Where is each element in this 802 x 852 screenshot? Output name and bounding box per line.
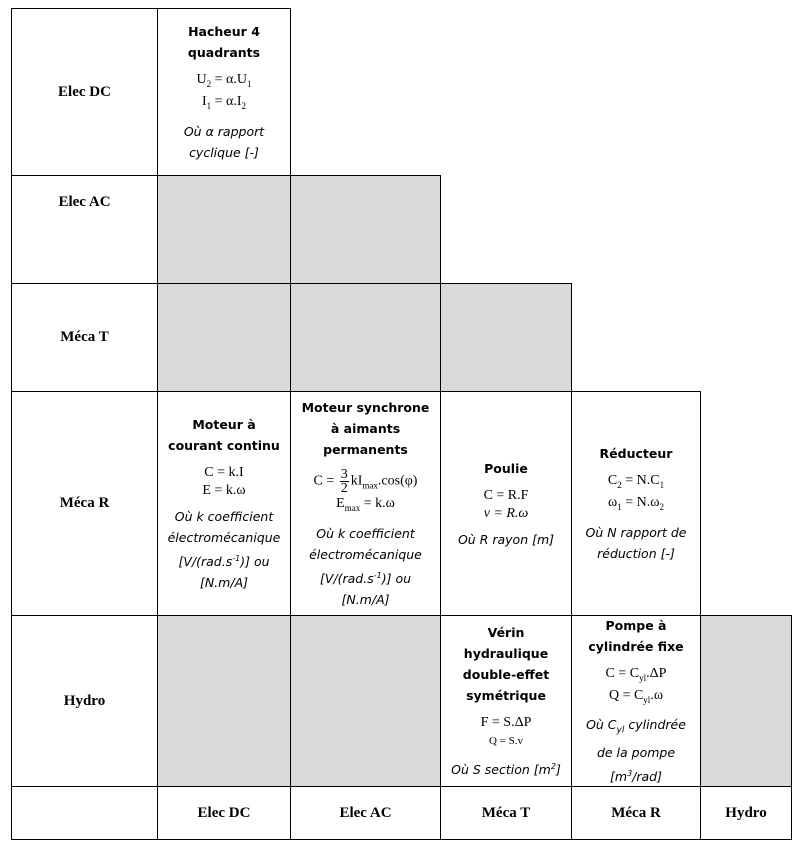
reducteur-eq2: $\omega_1 = N.\omega_2$ bbox=[608, 495, 664, 512]
cell-shaded bbox=[440, 283, 571, 391]
pompe-equations bbox=[606, 665, 667, 709]
poulie-equations bbox=[484, 487, 529, 523]
hacheur-equations bbox=[197, 71, 252, 115]
table-edge bbox=[11, 839, 792, 840]
cell-moteur-courant-continu bbox=[157, 391, 290, 615]
table-edge bbox=[791, 615, 792, 840]
pompe-title: Pompe à cylindrée fixe bbox=[588, 617, 684, 654]
moteur-sync-equations bbox=[314, 468, 418, 517]
col-header-label: Méca T bbox=[481, 804, 531, 821]
reducteur-note: Où N rapport de réduction [-] bbox=[585, 524, 687, 561]
verin-eq1: F = S.ΔP bbox=[480, 714, 532, 730]
reducteur-equations bbox=[608, 472, 664, 516]
cell-hacheur bbox=[157, 8, 290, 175]
row-header-label: Hydro bbox=[63, 692, 106, 709]
poulie-eq2: v = R.ω bbox=[483, 505, 529, 521]
col-header-label: Méca R bbox=[611, 804, 661, 821]
cell-shaded bbox=[700, 615, 791, 786]
pompe-eq2: $Q = C_{yl}.\omega$ bbox=[608, 687, 664, 705]
moteur-cc-note: Où k coefficient électromécanique $[V/(rad.s^{-1})]$ ou [N.m/A] bbox=[167, 508, 281, 591]
fraction-three-halves: $\frac{3}{2}$ bbox=[340, 467, 348, 497]
verin-note: Où S section $[m^2]$ bbox=[451, 761, 561, 778]
reducteur-title: Réducteur bbox=[599, 446, 673, 462]
cell-shaded bbox=[157, 175, 290, 283]
poulie-note: Où R rayon [m] bbox=[457, 531, 555, 547]
cell-shaded bbox=[290, 283, 440, 391]
moteur-cc-title: Moteur à courant continu bbox=[168, 416, 280, 453]
table-edge bbox=[440, 175, 441, 284]
moteur-cc-equations bbox=[202, 464, 245, 500]
row-header-label: Elec DC bbox=[58, 83, 111, 100]
cell-shaded bbox=[290, 615, 440, 786]
moteur-sync-eq1: C = $\frac{3}{2}$ $kI_{max}.\cos(\varphi)$ bbox=[313, 467, 418, 497]
row-header-elec-dc bbox=[11, 8, 157, 175]
col-header-meca-r bbox=[571, 786, 700, 839]
col-header-meca-t bbox=[440, 786, 571, 839]
row-header-meca-r bbox=[11, 391, 157, 615]
moteur-sync-eq2: $E_{max} = k.\omega$ bbox=[336, 496, 395, 513]
col-header-hydro bbox=[700, 786, 791, 839]
col-header-elec-dc bbox=[157, 786, 290, 839]
cell-pompe bbox=[571, 615, 700, 786]
hacheur-eq1: $U_2 = \alpha.U_1$ bbox=[196, 72, 252, 89]
pompe-note: Où $C_{yl}$ cylindrée de la pompe $[m^3/rad]$ bbox=[586, 717, 686, 785]
moteur-sync-note: Où k coefficient électromécanique $[V/(rad.s^{-1})]$ ou [N.m/A] bbox=[309, 525, 422, 607]
hacheur-note: Où α rapport cyclique [-] bbox=[183, 123, 265, 160]
col-header-label: Hydro bbox=[725, 804, 767, 821]
hacheur-eq2: $I_1 = \alpha.I_2$ bbox=[201, 94, 247, 111]
poulie-eq1: C = R.F bbox=[483, 487, 529, 503]
row-header-meca-t bbox=[11, 283, 157, 391]
cell-verin-hydraulique bbox=[440, 615, 571, 786]
row-header-label: Méca R bbox=[59, 495, 110, 511]
moteur-cc-eq1: C = k.I bbox=[204, 464, 244, 480]
verin-equations bbox=[481, 714, 532, 750]
table-edge bbox=[700, 391, 701, 616]
row-header-hydro bbox=[11, 615, 157, 786]
row-header-elec-ac bbox=[11, 175, 157, 283]
corner-empty-cell bbox=[11, 786, 157, 839]
col-header-label: Elec AC bbox=[339, 804, 392, 821]
table-edge bbox=[571, 283, 572, 392]
row-header-label: Elec AC bbox=[58, 193, 111, 210]
cell-poulie bbox=[440, 391, 571, 615]
cell-shaded bbox=[157, 615, 290, 786]
row-header-label: Méca T bbox=[60, 329, 109, 345]
moteur-cc-eq2: E = k.ω bbox=[202, 482, 246, 498]
col-header-label: Elec DC bbox=[197, 804, 251, 821]
cell-moteur-synchrone bbox=[290, 391, 440, 615]
moteur-sync-title: Moteur synchrone à aimants permanents bbox=[301, 400, 430, 458]
table-edge bbox=[290, 8, 291, 176]
cell-shaded bbox=[157, 283, 290, 391]
hacheur-title: Hacheur 4 quadrants bbox=[187, 24, 261, 61]
pompe-eq1: $C = C_{yl}.\Delta P$ bbox=[605, 665, 667, 683]
col-header-elec-ac bbox=[290, 786, 440, 839]
cell-shaded bbox=[290, 175, 440, 283]
poulie-title: Poulie bbox=[484, 460, 528, 476]
verin-title: Vérin hydraulique double-effet symétrique bbox=[462, 624, 550, 703]
reducteur-eq1: $C_2 = N.C_1$ bbox=[607, 473, 665, 490]
verin-eq2: Q = S.v bbox=[488, 734, 523, 747]
cell-reducteur bbox=[571, 391, 700, 615]
